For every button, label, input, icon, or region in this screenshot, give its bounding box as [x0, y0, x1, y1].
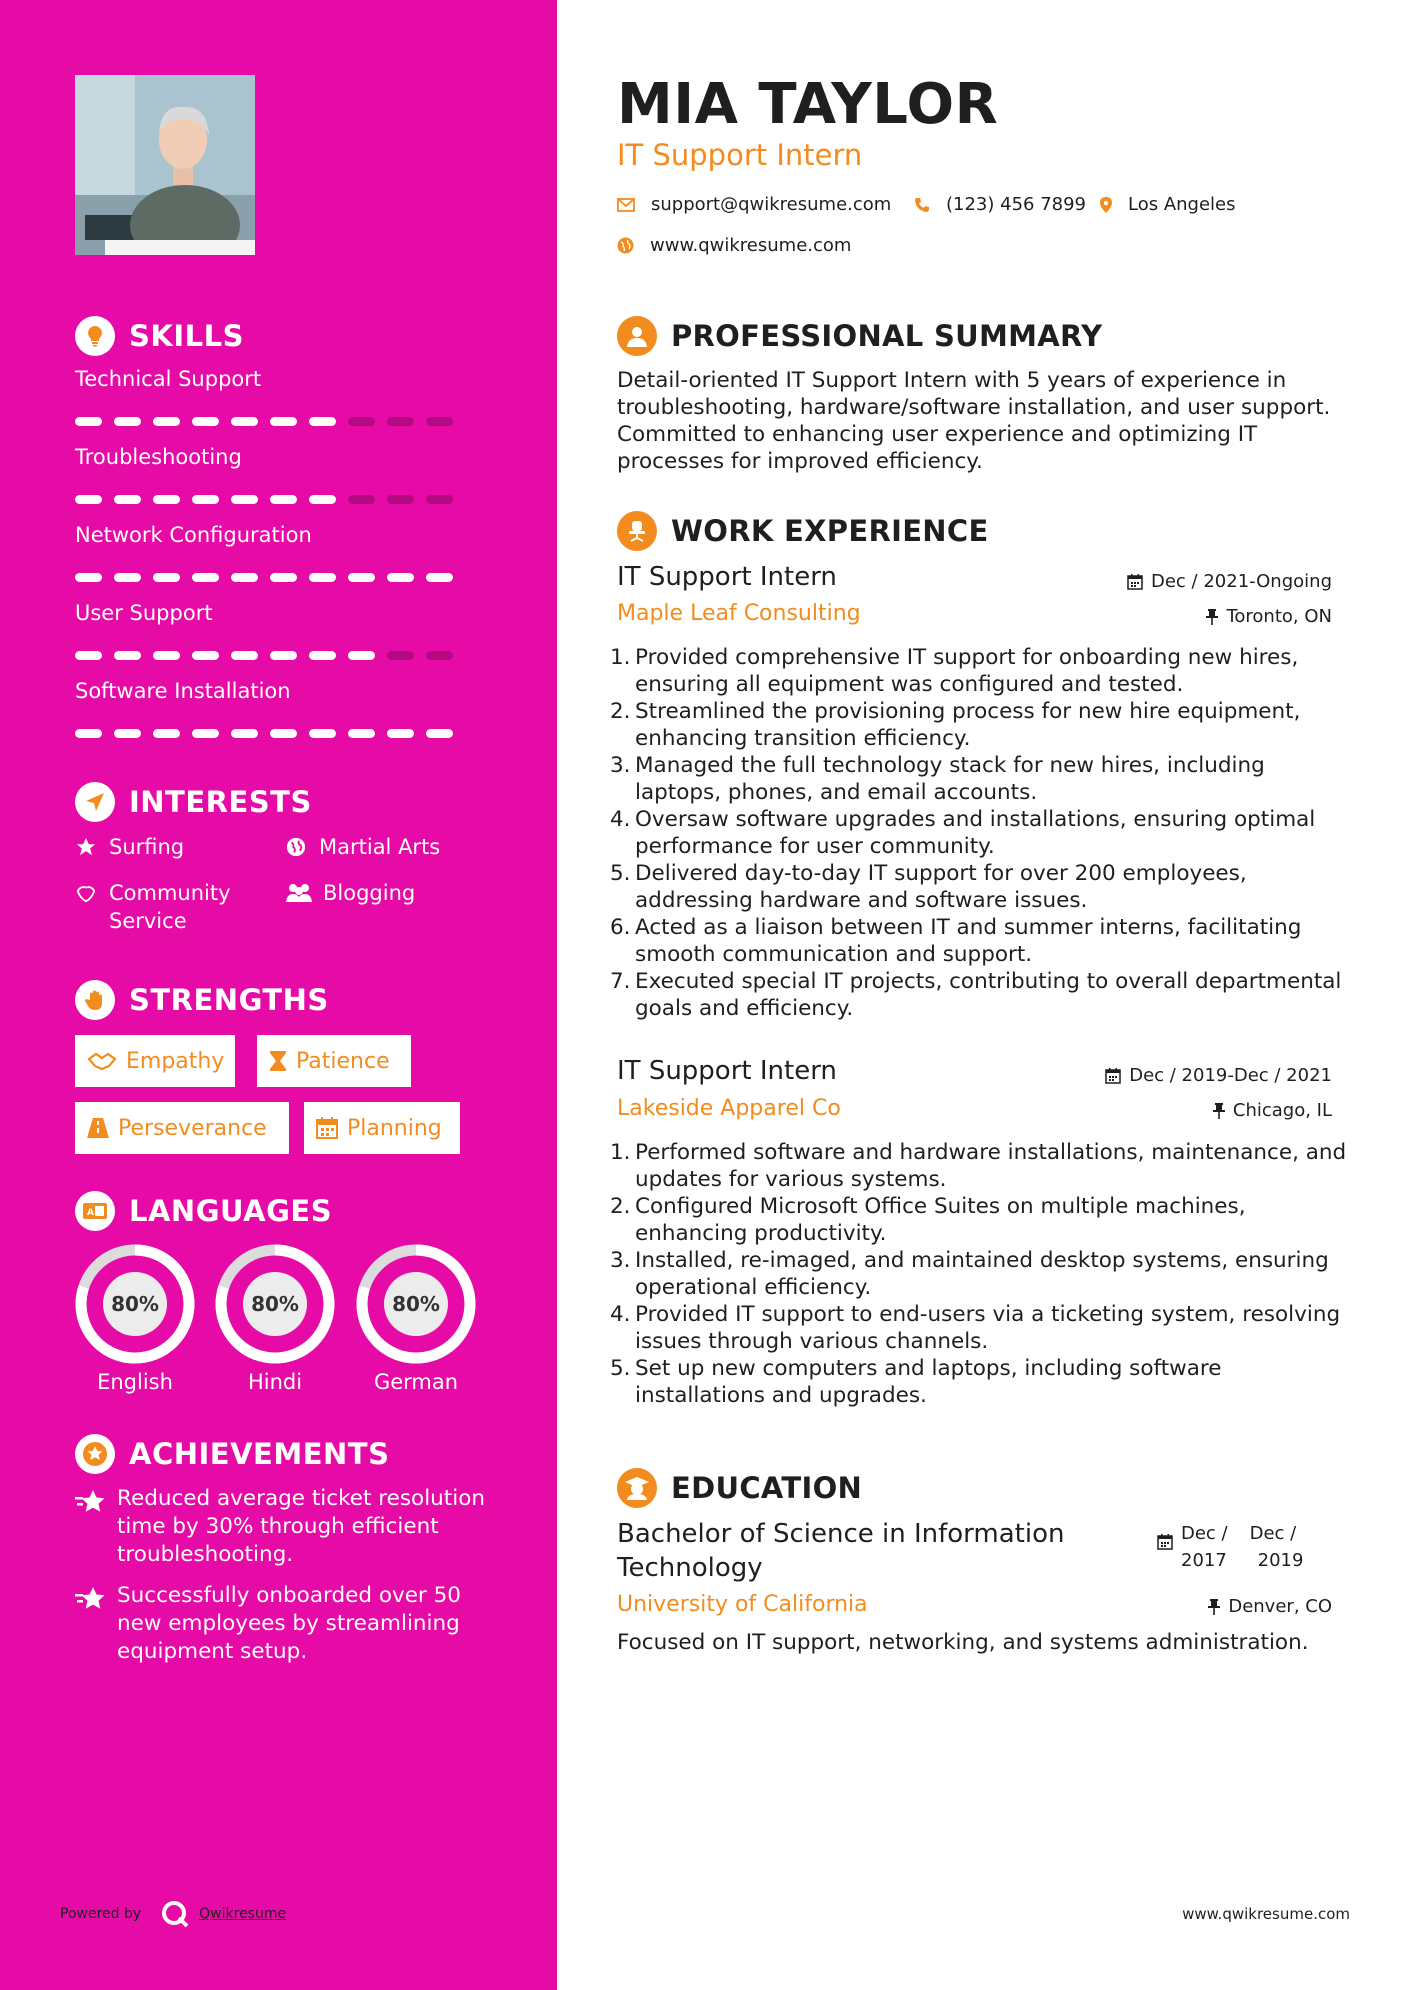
job-bullet: 3. Installed, re-imaged, and maintained desktop systems, ensuring operational efficiency.	[610, 1248, 1329, 1300]
handshake-icon	[87, 1051, 117, 1071]
skill-dot	[114, 651, 141, 660]
language-name: German	[373, 1370, 459, 1394]
skill-dot	[270, 495, 297, 504]
skill-dot	[192, 495, 219, 504]
interest-item	[285, 833, 440, 861]
job-bullet: 4. Oversaw software upgrades and installations, ensuring optimal performance for user community.	[610, 807, 1316, 859]
skill-dot	[192, 573, 219, 582]
education-location-text: Denver, CO	[1228, 1596, 1332, 1617]
translate-icon	[75, 1191, 115, 1231]
summary-heading	[617, 316, 1102, 356]
skill-dot	[426, 729, 453, 738]
handshake-icon	[75, 879, 101, 907]
school-name: University of California	[617, 1592, 868, 1617]
job-bullet: 3. Managed the full technology stack for new hires, including laptops, phones, and email accounts.	[610, 753, 1265, 805]
education-end	[1250, 1520, 1304, 1574]
contact-location	[1100, 194, 1236, 215]
powered-by	[60, 1900, 286, 1928]
achievements-title: ACHIEVEMENTS	[129, 1437, 390, 1471]
language-ring	[213, 1242, 337, 1366]
education-text: Focused on IT support, networking, and systems administration.	[617, 1630, 1309, 1655]
job-bullet: 2. Configured Microsoft Office Suites on multiple machines, enhancing productivity.	[610, 1194, 1246, 1246]
strengths-title: STRENGTHS	[129, 983, 329, 1017]
job-bullet: 5. Set up new computers and laptops, including software installations and upgrades.	[610, 1356, 1222, 1408]
strength-badge	[75, 1102, 289, 1154]
skill-dot	[153, 495, 180, 504]
skill-dot	[231, 495, 258, 504]
skill-dot	[75, 729, 102, 738]
qwikresume-link[interactable]: Qwikresume	[199, 1906, 287, 1922]
job-location	[1213, 1100, 1332, 1121]
language-name: English	[97, 1370, 173, 1394]
interest-item	[75, 879, 275, 935]
contact-website	[617, 235, 851, 256]
calendar-icon	[1105, 1068, 1121, 1084]
powered-by-label: Powered by	[60, 1906, 142, 1922]
skill-dot	[75, 651, 102, 660]
skill-dot	[270, 573, 297, 582]
achievement-text: Successfully onboarded over 50 new employees by streamlining equipment setup.	[117, 1583, 461, 1664]
skill-dot	[153, 573, 180, 582]
languages-heading	[75, 1191, 332, 1231]
job-location-text: Toronto, ON	[1226, 606, 1332, 627]
footer-url[interactable]: www.qwikresume.com	[1182, 1905, 1350, 1923]
strength-label: Planning	[347, 1115, 442, 1141]
strengths-heading	[75, 980, 329, 1020]
skill-dot	[348, 417, 375, 426]
skills-title: SKILLS	[129, 319, 244, 353]
job-date-text: Dec / 2019-Dec / 2021	[1129, 1065, 1332, 1086]
skill-dot	[348, 573, 375, 582]
language-item	[213, 1242, 337, 1394]
job-location-text: Chicago, IL	[1232, 1100, 1332, 1121]
skill-dot	[270, 417, 297, 426]
education-end-month: Dec /	[1249, 1523, 1297, 1544]
skill-label: Troubleshooting	[75, 445, 242, 469]
skill-meter	[75, 573, 465, 582]
skill-meter	[75, 651, 465, 660]
interests-title: INTERESTS	[129, 785, 312, 819]
skill-dot	[231, 417, 258, 426]
job-date	[1127, 571, 1332, 592]
profile-photo	[75, 75, 255, 255]
strength-badge	[75, 1035, 235, 1087]
medal-icon	[75, 1434, 115, 1474]
language-name: Hindi	[247, 1370, 303, 1394]
website-text[interactable]: www.qwikresume.com	[650, 235, 852, 256]
job-bullets	[610, 644, 1350, 1022]
strength-label: Empathy	[126, 1048, 225, 1074]
skill-dot	[426, 573, 453, 582]
skill-dot	[348, 729, 375, 738]
strength-label: Patience	[296, 1048, 390, 1074]
job-location	[1206, 606, 1332, 627]
job-bullet: 6. Acted as a liaison between IT and summer interns, facilitating smooth communication and support.	[610, 915, 1302, 967]
skill-label: Software Installation	[75, 679, 291, 703]
skill-dot	[309, 651, 336, 660]
achievement-item	[75, 1485, 495, 1569]
svg-text:A: A	[87, 1208, 94, 1218]
sidebar	[0, 0, 557, 1990]
candidate-name: MIA TAYLOR	[617, 72, 999, 137]
contact-email	[617, 194, 891, 215]
interest-item	[285, 879, 415, 907]
skill-dot	[192, 729, 219, 738]
summary-title: PROFESSIONAL SUMMARY	[671, 319, 1103, 353]
skills-heading	[75, 316, 244, 356]
job-bullet: 4. Provided IT support to end-users via a ticketing system, resolving issues through various channels.	[610, 1302, 1341, 1354]
job-title: IT Support Intern	[617, 1056, 837, 1086]
globe-icon	[285, 833, 311, 861]
phone-icon	[914, 197, 930, 213]
job-bullet: 5. Delivered day-to-day IT support for over 200 employees, addressing hardware and software issues.	[610, 861, 1247, 913]
skill-dot	[348, 495, 375, 504]
skill-dot	[387, 651, 414, 660]
language-percent: 80%	[251, 1292, 299, 1316]
skill-meter	[75, 729, 465, 738]
achievements-heading	[75, 1434, 389, 1474]
skill-dot	[270, 729, 297, 738]
education-heading	[617, 1468, 862, 1508]
users-icon	[285, 879, 315, 907]
education-date	[1157, 1520, 1303, 1574]
strength-badge	[304, 1102, 460, 1154]
skill-dot	[153, 651, 180, 660]
globe-icon	[617, 237, 634, 254]
calendar-icon	[1157, 1534, 1173, 1550]
company-name: Maple Leaf Consulting	[617, 601, 861, 626]
education-title: EDUCATION	[671, 1471, 863, 1505]
skill-dot	[426, 651, 453, 660]
education-start-month: Dec /	[1181, 1523, 1228, 1544]
skill-dot	[387, 729, 414, 738]
skill-dot	[426, 495, 453, 504]
skill-dot	[387, 495, 414, 504]
job-bullet: 2. Streamlined the provisioning process for new hire equipment, enhancing transition efficiency.	[610, 699, 1301, 751]
skill-dot	[114, 729, 141, 738]
star-badge-icon	[75, 1582, 107, 1616]
job-bullets	[610, 1139, 1350, 1409]
lightbulb-icon	[75, 316, 115, 356]
hand-icon	[75, 980, 115, 1020]
star-icon	[75, 833, 101, 861]
skill-dot	[348, 651, 375, 660]
pushpin-icon	[1206, 609, 1218, 625]
interests-heading	[75, 782, 312, 822]
road-icon	[87, 1118, 109, 1138]
interest-label: Community Service	[109, 881, 231, 933]
skill-dot	[270, 651, 297, 660]
pushpin-icon	[1213, 1103, 1225, 1119]
experience-title: WORK EXPERIENCE	[671, 514, 989, 548]
skill-dot	[426, 417, 453, 426]
skill-dot	[309, 573, 336, 582]
degree-title: Bachelor of Science in Information Technology	[617, 1519, 1065, 1583]
skill-label: User Support	[75, 601, 213, 625]
skill-dot	[114, 417, 141, 426]
interest-label: Blogging	[323, 881, 416, 905]
phone-text[interactable]: (123) 456 7899	[946, 194, 1087, 215]
education-start	[1181, 1520, 1228, 1574]
language-percent: 80%	[111, 1292, 159, 1316]
languages-title: LANGUAGES	[129, 1194, 333, 1228]
job-date-text: Dec / 2021-Ongoing	[1151, 571, 1332, 592]
strength-label: Perseverance	[118, 1115, 267, 1141]
calendar-icon	[1127, 574, 1143, 590]
skill-dot	[231, 573, 258, 582]
skill-dot	[114, 573, 141, 582]
skill-dot	[153, 729, 180, 738]
qwikresume-logo-icon	[161, 1900, 189, 1928]
job-bullet: 1. Performed software and hardware installations, maintenance, and updates for various systems.	[610, 1140, 1347, 1192]
office-chair-icon	[617, 511, 657, 551]
skill-meter	[75, 495, 465, 504]
company-name: Lakeside Apparel Co	[617, 1096, 841, 1121]
skill-dot	[75, 495, 102, 504]
skill-dot	[387, 573, 414, 582]
language-item	[73, 1242, 197, 1394]
skill-dot	[75, 417, 102, 426]
interest-label: Martial Arts	[319, 835, 441, 859]
skill-label: Network Configuration	[75, 523, 312, 547]
language-percent: 80%	[392, 1292, 440, 1316]
graduation-icon	[617, 1468, 657, 1508]
skill-dot	[231, 729, 258, 738]
calendar-icon	[316, 1117, 338, 1139]
email-text[interactable]: support@qwikresume.com	[651, 194, 892, 215]
candidate-role: IT Support Intern	[617, 138, 863, 172]
job-bullet: 7. Executed special IT projects, contributing to overall departmental goals and efficiency.	[610, 969, 1342, 1021]
envelope-icon	[617, 198, 635, 212]
achievement-text: Reduced average ticket resolution time by 30% through efficient troubleshooting.	[117, 1486, 485, 1567]
star-badge-icon	[75, 1485, 107, 1519]
paper-plane-icon	[75, 782, 115, 822]
skill-dot	[192, 651, 219, 660]
language-ring	[73, 1242, 197, 1366]
skill-dot	[309, 417, 336, 426]
pushpin-icon	[1208, 1599, 1220, 1615]
user-icon	[617, 316, 657, 356]
summary-text: Detail-oriented IT Support Intern with 5 years of experience in troubleshooting, hardware/software installation, and user support. Committed to enhancing user experience and optimizing IT processes for improved efficiency.	[617, 368, 1331, 474]
skill-dot	[309, 495, 336, 504]
location-text: Los Angeles	[1128, 194, 1236, 215]
skill-dot	[231, 651, 258, 660]
map-pin-icon	[1100, 197, 1112, 213]
skill-dot	[153, 417, 180, 426]
education-start-year: 2017	[1181, 1550, 1227, 1571]
strength-badge	[257, 1035, 411, 1087]
interest-label: Surfing	[109, 835, 185, 859]
achievement-item	[75, 1582, 495, 1666]
job-title: IT Support Intern	[617, 562, 837, 592]
skill-dot	[309, 729, 336, 738]
contact-phone	[914, 194, 1086, 215]
interest-item	[75, 833, 184, 861]
skill-meter	[75, 417, 465, 426]
language-item	[354, 1242, 478, 1394]
job-bullet: 1. Provided comprehensive IT support for onboarding new hires, ensuring all equipment was configured and tested.	[610, 645, 1299, 697]
skill-dot	[114, 495, 141, 504]
education-end-year: 2019	[1257, 1550, 1304, 1571]
hourglass-icon	[269, 1050, 287, 1072]
skill-dot	[75, 573, 102, 582]
job-date	[1105, 1065, 1332, 1086]
education-location	[1208, 1596, 1332, 1617]
skill-dot	[192, 417, 219, 426]
experience-heading	[617, 511, 989, 551]
skill-label: Technical Support	[75, 367, 262, 391]
language-ring	[354, 1242, 478, 1366]
skill-dot	[387, 417, 414, 426]
